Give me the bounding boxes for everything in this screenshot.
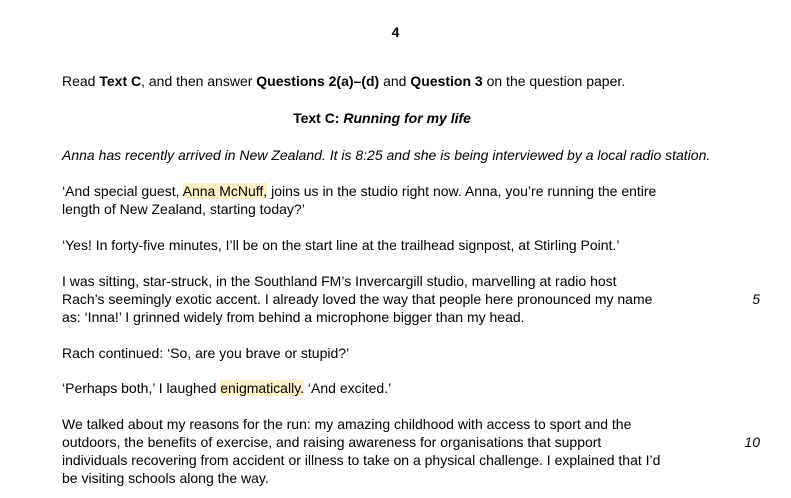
paragraph-5: ‘Perhaps both,’ I laughed enigmatically. ‘And excited.’	[62, 380, 392, 396]
highlighted-word: enigmatically.	[220, 380, 305, 396]
paragraph-1: ‘And special guest, Anna McNuff, joins us in the studio right now. Anna, you’re running the entire length of New Zealand, starting today?’	[62, 183, 657, 217]
highlighted-phrase: Anna McNuff,	[182, 183, 268, 199]
instruction: Read Text C, and then answer Questions 2(a)–(d) and Question 3 on the question paper.	[62, 73, 626, 89]
paragraph-3: I was sitting, star-struck, in the Southland FM’s Invercargill studio, marvelling at radio host Rach’s seemingly exotic accent. I already loved the way that people here pronounced my name as: ‘Inna!’ I grinned widely from behind a microphone bigger than my head.	[62, 273, 653, 325]
line-number-5: 5	[752, 291, 760, 307]
page-number: 4	[391, 24, 400, 40]
paragraph-6: We talked about my reasons for the run: my amazing childhood with access to sport and the outdoors, the benefits of exercise, and raising awareness for organisations that support individuals recovering from accident or illness to take on a physical challenge. I explained that I’d be visiting schools along the way.	[62, 416, 661, 486]
text-title: Text C: Running for my life	[293, 110, 471, 126]
paragraph-2: ‘Yes! In forty-five minutes, I’ll be on the start line at the trailhead signpost, at Stirling Point.’	[62, 237, 620, 253]
paragraph-4: Rach continued: ‘So, are you brave or stupid?’	[62, 345, 350, 361]
line-number-10: 10	[744, 434, 760, 450]
intro-text: Anna has recently arrived in New Zealand. It is 8:25 and she is being interviewed by a local radio station.	[62, 147, 711, 163]
